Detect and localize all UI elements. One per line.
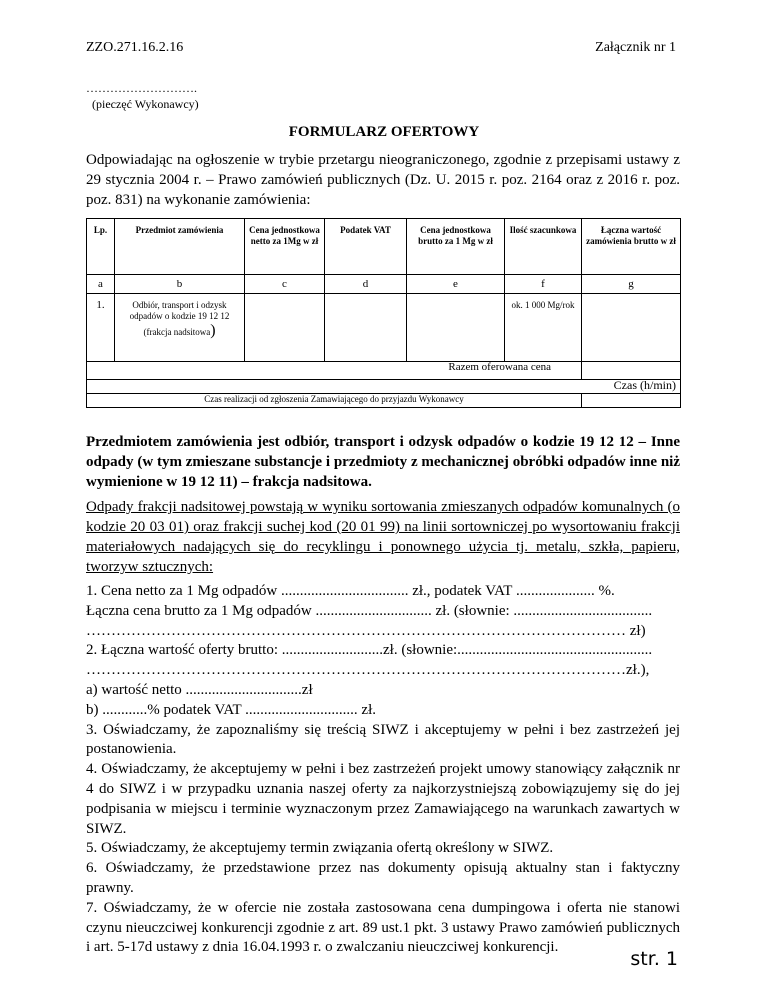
list-item: a) wartość netto ...............................zł <box>86 681 313 698</box>
list-item: ……………………………………………………………………………………………… zł) <box>86 622 646 639</box>
stamp-area <box>86 80 199 112</box>
stamp-dots: ………………………. <box>86 81 197 95</box>
row-subject-paren: ) <box>210 322 216 339</box>
total-row <box>87 362 681 380</box>
list-item: 2. Łączna wartość oferty brutto: ...........................zł. (słownie:.................................................... <box>86 642 653 659</box>
row-subject-main: Odbiór, transport i odzysk odpadów o kodzie 19 12 12 <box>129 300 230 321</box>
letter-cell: a <box>87 275 115 294</box>
table-row <box>87 294 681 362</box>
gross-price-cell[interactable] <box>407 294 505 362</box>
table-letter-row <box>87 275 681 294</box>
list-item: 1. Cena netto za 1 Mg odpadów .................................. zł., podatek VAT ..................... %. <box>86 583 615 599</box>
time-row <box>87 380 681 394</box>
document-reference: ZZO.271.16.2.16 <box>86 40 184 55</box>
waste-description: Odpady frakcji nadsitowej powstają w wyniku sortowania zmieszanych odpadów komunalnych (o kodzie 20 03 01) oraz frakcji suchej kod (20 01 99) na linii sortowniczej po wysortowaniu frakcji materiałowych nadających się do recyklingu i ponownego użycia tj. metalu, szkła, papieru, tworzyw sztucznych: <box>86 499 680 575</box>
header-cell: Podatek VAT <box>325 219 407 275</box>
list-item: 6. Oświadczamy, że przedstawione przez nas dokumenty opisują aktualny stan i faktyczny prawny. <box>86 860 680 896</box>
net-price-cell[interactable] <box>245 294 325 362</box>
header-cell: Cena jednostkowa netto za 1Mg w zł <box>245 219 325 275</box>
subject-paragraph: Przedmiotem zamówienia jest odbiór, transport i odzysk odpadów o kodzie 19 12 12 – Inne odpady (w tym zmieszane substancje i przedmioty z mechanicznej obróbki odpadów inne niż wymienione w 19 12 11) – frakcja nadsitowa. <box>86 434 680 490</box>
list-item: ………………………………………………………………………………………………zł.), <box>86 662 650 679</box>
header-cell: Ilość szacunkowa <box>505 219 582 275</box>
letter-cell: e <box>407 275 505 294</box>
header-cell: Łączna wartość zamówienia brutto w zł <box>582 219 681 275</box>
stamp-label: (pieczęć Wykonawcy) <box>92 97 199 111</box>
letter-cell: b <box>115 275 245 294</box>
header-cell: Przedmiot zamówienia <box>115 219 245 275</box>
page-number: str. 1 <box>630 948 678 970</box>
total-label: Razem oferowana cena <box>87 362 582 380</box>
letter-cell: c <box>245 275 325 294</box>
letter-cell: f <box>505 275 582 294</box>
total-value-input[interactable] <box>582 362 681 380</box>
vat-cell[interactable] <box>325 294 407 362</box>
time-label: Czas (h/min) <box>87 380 681 394</box>
header-cell: Lp. <box>87 219 115 275</box>
total-value-cell[interactable] <box>582 294 681 362</box>
list-item: b) ............% podatek VAT .............................. zł. <box>86 701 376 718</box>
list-item: 3. Oświadczamy, że zapoznaliśmy się treścią SIWZ i akceptujemy w pełni i bez zastrzeżeń jej postanowienia. <box>86 721 680 758</box>
list-item: Łączna cena brutto za 1 Mg odpadów ............................... zł. (słownie: ..................................... <box>86 602 653 619</box>
list-item: 7. Oświadczamy, że w ofercie nie została zastosowana cena dumpingowa i oferta nie stanowi czynu nieuczciwej konkurencji zgodnie z art. 89 ust.1 pkt. 3 ustawy Prawo zamówień publicznych i art. 5-17d ustawy z dnia 16.04.1993 r. o zwalczaniu nieuczciwej konkurencji. <box>86 899 680 956</box>
header-cell: Cena jednostkowa brutto za 1 Mg w zł <box>407 219 505 275</box>
quantity-cell: ok. 1 000 Mg/rok <box>505 294 582 362</box>
row-number: 1. <box>87 294 115 362</box>
table-header-row <box>87 219 681 275</box>
list-item: 5. Oświadczamy, że akceptujemy termin związania ofertą określony w SIWZ. <box>86 840 554 857</box>
declarations-list <box>86 582 680 958</box>
time-note: Czas realizacji od zgłoszenia Zamawiającego do przyjazdu Wykonawcy <box>87 394 582 408</box>
letter-cell: d <box>325 275 407 294</box>
time-value-cell[interactable] <box>582 394 681 408</box>
letter-cell: g <box>582 275 681 294</box>
intro-paragraph: Odpowiadając na ogłoszenie w trybie przetargu nieograniczonego, zgodnie z przepisami ustawy z 29 stycznia 2004 r. – Prawo zamówień publicznych (Dz. U. 2015 r. poz. 2164 oraz z 2016 r. poz. poz. 831) na wykonanie zamówienia: <box>86 152 680 208</box>
row-subject <box>115 294 245 362</box>
time-note-row <box>87 394 681 408</box>
attachment-label: Załącznik nr 1 <box>595 40 676 55</box>
list-item: 4. Oświadczamy, że akceptujemy w pełni i bez zastrzeżeń projekt umowy stanowiący załącznik nr 4 do SIWZ i w przypadku uznania naszej oferty za najkorzystniejszą zobowiązujemy się do jej podpisania w miejscu i terminie wyznaczonym przez Zamawiającego na warunkach zawartych w SIWZ. <box>86 761 680 837</box>
offer-table <box>86 218 681 408</box>
page-title: FORMULARZ OFERTOWY <box>288 124 480 140</box>
row-subject-fraction: (frakcja nadsitowa <box>143 327 211 337</box>
